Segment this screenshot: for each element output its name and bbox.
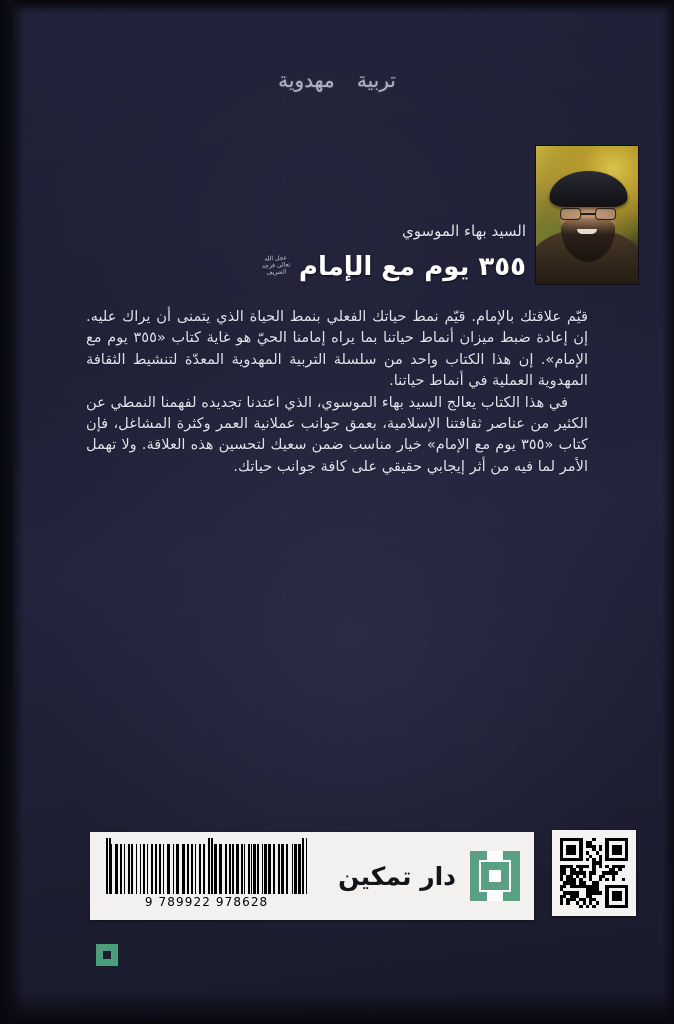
imam-honorific-calligraphy: عجل الله تعالى فرجه الشريف <box>261 254 291 277</box>
title-row <box>259 252 526 282</box>
author-portrait-photo <box>536 146 638 284</box>
publisher-logo-icon <box>470 851 520 901</box>
green-square-mark <box>96 944 118 966</box>
barcode-bars <box>106 844 307 894</box>
top-edge-shadow <box>0 0 674 14</box>
isbn-barcode <box>100 844 307 909</box>
bottom-edge-shadow <box>0 990 674 1024</box>
spine-edge-shadow <box>0 0 24 1024</box>
publisher-name: دار تمكين <box>338 861 456 891</box>
book-title: ٣٥٥ يوم مع الإمام <box>298 252 526 282</box>
qr-code[interactable] <box>552 830 636 916</box>
right-edge-shadow <box>662 0 674 1024</box>
blurb-paragraph-1: قيّم علاقتك بالإمام. قيّم نمط حياتك الفعلي بنمط الحياة الذي يتمنى أن يراك عليه. إن إعادة ضبط ميزان أنماط حياتنا بما يراه إمامنا الحيّ هو غاية كتاب «٣٥٥ يوم مع الإمام». إن هذا الكتاب واحد من سلسلة التربية المهدوية المعدّة لتنشيط الثقافة المهدوية العملية في أنماط حياتنا. <box>86 308 589 390</box>
isbn-number: 9 789922 978628 <box>144 894 269 909</box>
publisher-barcode-bar <box>90 832 534 920</box>
blurb-paragraph-2: في هذا الكتاب يعالج السيد بهاء الموسوي، الذي اعتدنا تجديده لفهمنا النمطي عن الكثير من عناصر ثقافتنا الإسلامية، بعمق جوانب عملانية العمر وكثرة المشاغل، فإن كتاب «٣٥٥ يوم مع الإمام» خيار مناسب ضمن سعيك لتحسين هذه العلاقة. ولا تهمل الأمر لما فيه من أثر إيجابي حقيقي على كافة جوانب حياتك. <box>86 393 588 475</box>
portrait-smile <box>577 229 597 234</box>
qr-code-matrix <box>560 838 628 908</box>
back-cover-blurb <box>86 306 588 477</box>
author-name: السيد بهاء الموسوي <box>402 222 526 240</box>
series-header: تربية مهدوية <box>278 68 396 92</box>
portrait-glasses <box>560 208 616 220</box>
